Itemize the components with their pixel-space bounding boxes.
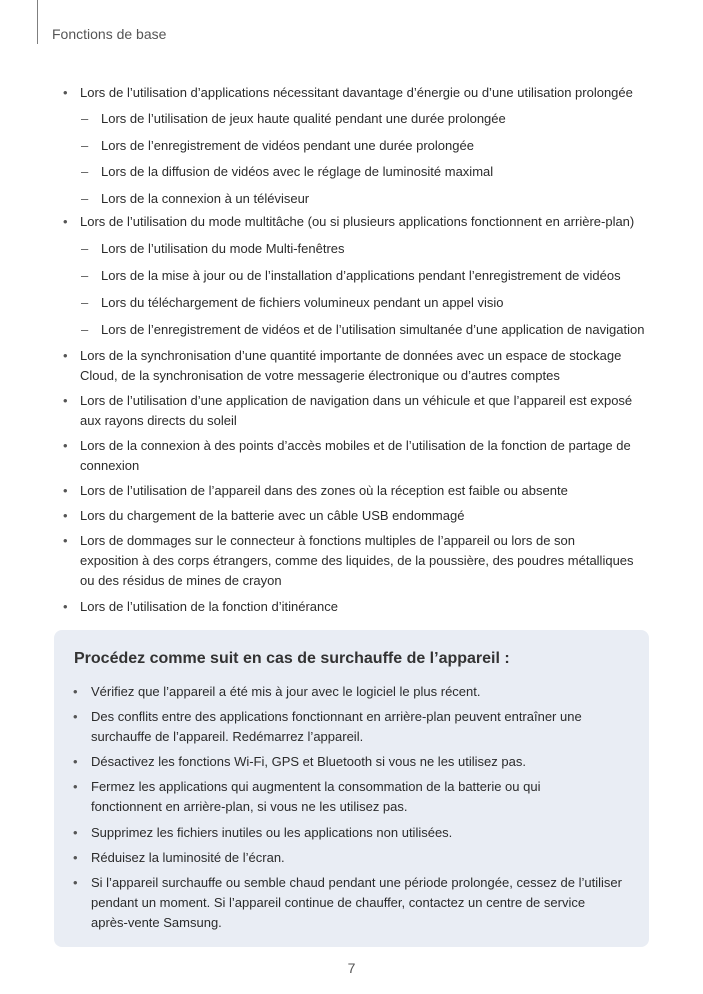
bullet-icon: •	[73, 850, 78, 865]
tip-text: Si l’appareil surchauffe ou semble chaud pendant une période prolongée, cessez de l’utiliser	[91, 875, 622, 890]
list-item	[63, 506, 465, 526]
list-item-text: Lors de l’utilisation de la fonction d’itinérance	[80, 599, 338, 614]
list-item	[63, 597, 338, 617]
list-item-text: aux rayons directs du soleil	[80, 413, 237, 428]
tip-item	[73, 707, 582, 747]
bullet-icon: •	[73, 875, 78, 890]
dash-icon: –	[81, 138, 89, 153]
list-item	[63, 531, 634, 591]
list-item	[63, 436, 631, 476]
tip-item	[73, 777, 541, 817]
tip-item	[73, 682, 481, 702]
dash-icon: –	[81, 268, 89, 283]
list-item-text: ou des résidus de mines de crayon	[80, 573, 282, 588]
sub-list-item-text: Lors de l’enregistrement de vidéos pendant une durée prolongée	[101, 138, 474, 153]
list-item	[63, 391, 633, 431]
sub-list-item-text: Lors de l’utilisation du mode Multi-fenêtres	[101, 241, 345, 256]
list-item-text: connexion	[80, 458, 140, 473]
section-header: Fonctions de base	[52, 26, 167, 42]
sub-list-item-text: Lors du téléchargement de fichiers volumineux pendant un appel visio	[101, 295, 504, 310]
tip-item	[73, 823, 453, 843]
bullet-icon: •	[63, 348, 68, 363]
dash-icon: –	[81, 111, 89, 126]
tip-text: Désactivez les fonctions Wi-Fi, GPS et Bluetooth si vous ne les utilisez pas.	[91, 754, 526, 769]
sub-list-item	[81, 266, 621, 286]
list-item-text: Lors de la connexion à des points d’accès mobiles et de l’utilisation de la fonction de partage de	[80, 438, 631, 453]
sub-list-item-text: Lors de la mise à jour ou de l’installation d’applications pendant l’enregistrement de vidéos	[101, 268, 621, 283]
list-item	[63, 83, 633, 103]
bullet-icon: •	[63, 533, 68, 548]
sub-list-item-text: Lors de l’enregistrement de vidéos et de l’utilisation simultanée d’une application de navigation	[101, 322, 645, 337]
tip-text: après-vente Samsung.	[91, 915, 222, 930]
sub-list-item	[81, 162, 494, 182]
tip-text: surchauffe de l’appareil. Redémarrez l’appareil.	[91, 729, 364, 744]
list-item-text: Lors de l’utilisation du mode multitâche (ou si plusieurs applications fonctionnent en arrière-plan)	[80, 214, 635, 229]
list-item-text: Lors de l’utilisation d’applications nécessitant davantage d’énergie ou d’une utilisation prolongée	[80, 85, 633, 100]
bullet-icon: •	[63, 393, 68, 408]
tip-item	[73, 848, 285, 868]
bullet-icon: •	[63, 483, 68, 498]
list-item-text: Lors du chargement de la batterie avec un câble USB endommagé	[80, 508, 465, 523]
bullet-icon: •	[63, 438, 68, 453]
bullet-icon: •	[73, 684, 78, 699]
list-item-text: Lors de dommages sur le connecteur à fonctions multiples de l’appareil ou lors de son	[80, 533, 575, 548]
sub-list-item	[81, 136, 474, 156]
tip-text: Des conflits entre des applications fonctionnant en arrière-plan peuvent entraîner une	[91, 709, 582, 724]
bullet-icon: •	[63, 508, 68, 523]
bullet-icon: •	[73, 779, 78, 794]
tip-item	[73, 873, 622, 933]
sub-list-item	[81, 109, 506, 129]
list-item-text: Cloud, de la synchronisation de votre messagerie électronique ou d’autres comptes	[80, 368, 560, 383]
overheat-tips-box	[54, 630, 649, 947]
tip-text: Vérifiez que l’appareil a été mis à jour avec le logiciel le plus récent.	[91, 684, 481, 699]
sub-list-item	[81, 293, 504, 313]
header-rule	[37, 0, 38, 44]
list-item-text: exposition à des corps étrangers, comme des liquides, de la poussière, des poudres métalliques	[80, 553, 634, 568]
sub-list-item-text: Lors de la connexion à un téléviseur	[101, 191, 310, 206]
bullet-icon: •	[63, 85, 68, 100]
list-item	[63, 212, 635, 232]
list-item-text: Lors de l’utilisation de l’appareil dans des zones où la réception est faible ou absente	[80, 483, 568, 498]
bullet-icon: •	[73, 825, 78, 840]
page-number: 7	[347, 960, 356, 976]
tips-title: Procédez comme suit en cas de surchauffe de l’appareil :	[74, 650, 510, 667]
list-item	[63, 481, 568, 501]
list-item	[63, 346, 622, 386]
bullet-icon: •	[63, 214, 68, 229]
tip-item	[73, 752, 526, 772]
bullet-icon: •	[73, 754, 78, 769]
tip-text: pendant un moment. Si l’appareil continue de chauffer, contactez un centre de service	[91, 895, 586, 910]
sub-list-item-text: Lors de l’utilisation de jeux haute qualité pendant une durée prolongée	[101, 111, 506, 126]
dash-icon: –	[81, 191, 89, 206]
bullet-icon: •	[73, 709, 78, 724]
dash-icon: –	[81, 241, 89, 256]
tip-text: Fermez les applications qui augmentent la consommation de la batterie ou qui	[91, 779, 541, 794]
sub-list-item	[81, 189, 310, 209]
list-item-text: Lors de la synchronisation d’une quantité importante de données avec un espace de stockage	[80, 348, 622, 363]
sub-list-item	[81, 320, 645, 340]
tip-text: Supprimez les fichiers inutiles ou les applications non utilisées.	[91, 825, 453, 840]
tip-text: fonctionnent en arrière-plan, si vous ne les utilisez pas.	[91, 799, 408, 814]
list-item-text: Lors de l’utilisation d’une application de navigation dans un véhicule et que l’appareil est exposé	[80, 393, 633, 408]
sub-list-item	[81, 239, 345, 259]
bullet-icon: •	[63, 599, 68, 614]
tip-text: Réduisez la luminosité de l’écran.	[91, 850, 285, 865]
sub-list-item-text: Lors de la diffusion de vidéos avec le réglage de luminosité maximal	[101, 164, 494, 179]
dash-icon: –	[81, 295, 89, 310]
dash-icon: –	[81, 164, 89, 179]
dash-icon: –	[81, 322, 89, 337]
